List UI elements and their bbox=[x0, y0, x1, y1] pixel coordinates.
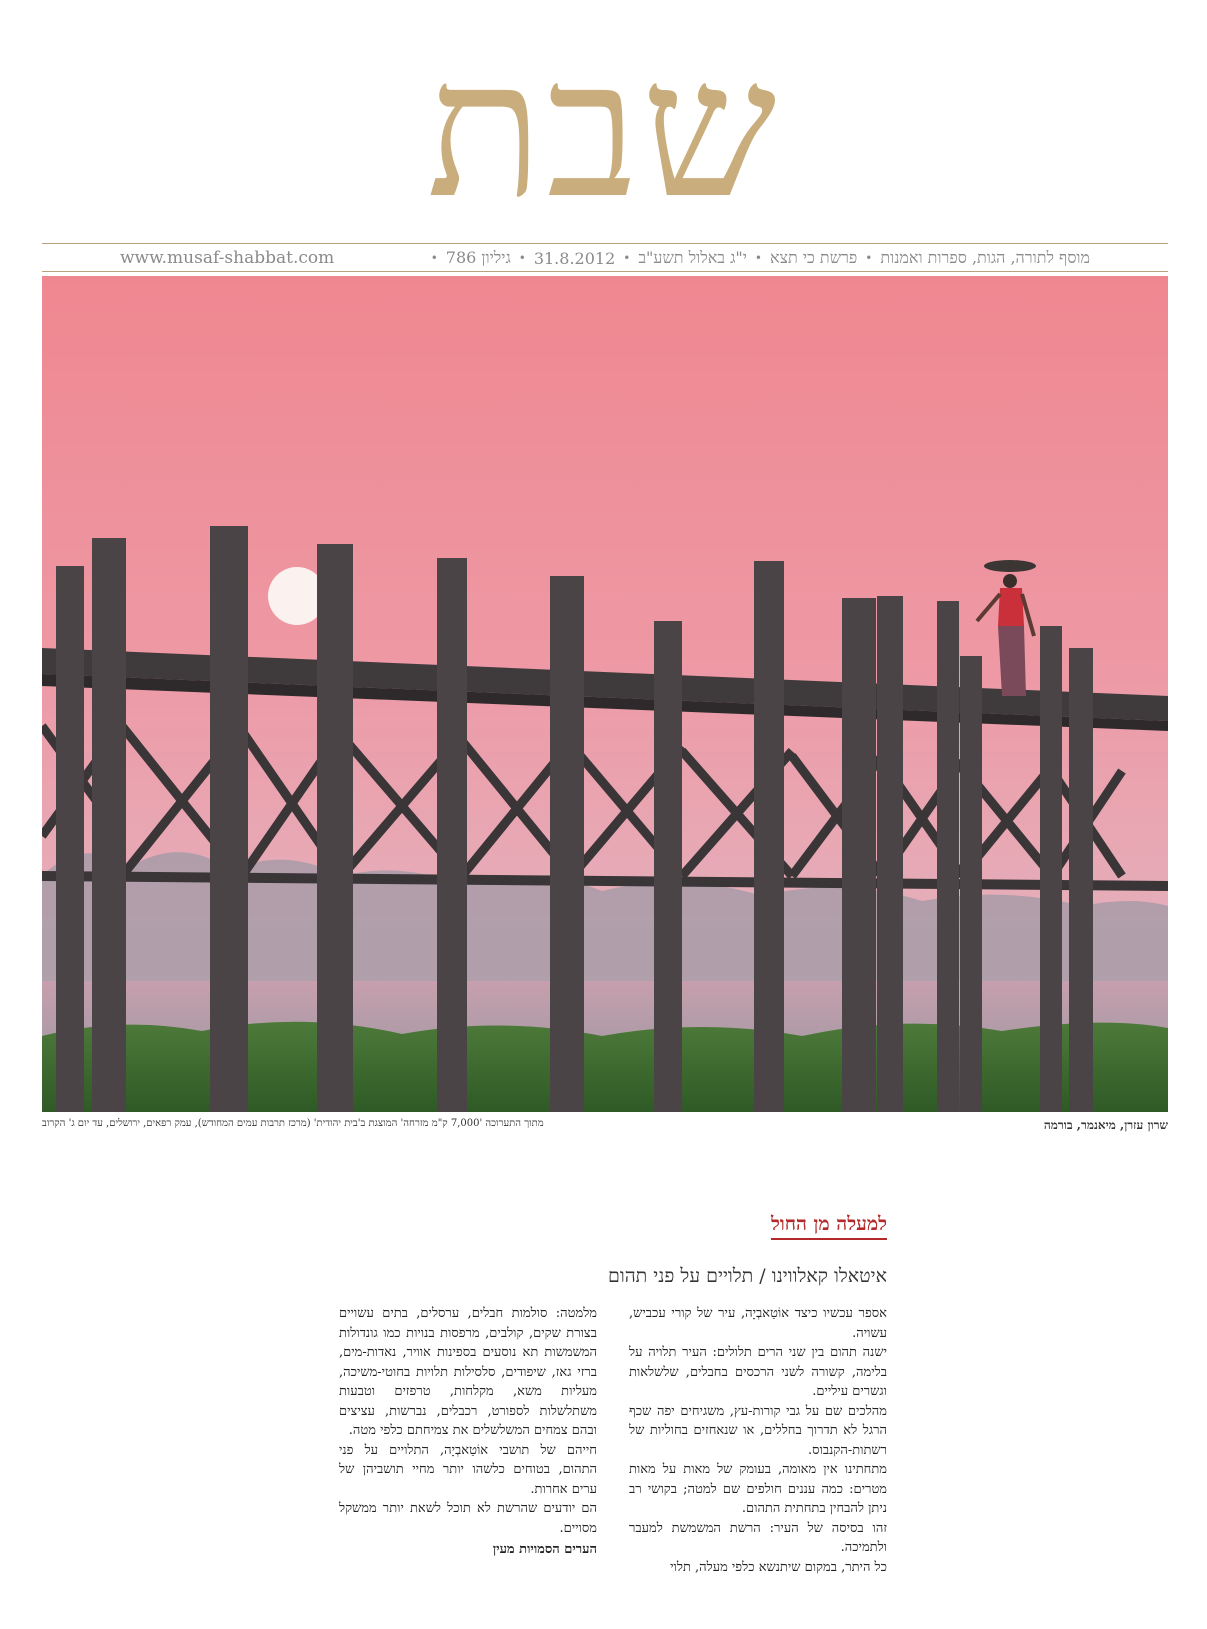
masthead-rule-bottom bbox=[42, 271, 1168, 272]
masthead-rule-top bbox=[42, 243, 1168, 244]
paragraph: מתחתינו אין מאומה, בעומק של מאות על מאות מטרים: כמה עננים חולפים שם למטה; בקושי רב ניתן להבחין בתחתית התהום. bbox=[629, 1462, 887, 1516]
paragraph: אספר עכשיו כיצד אוֹטַאבְיָה, עיר של קורי עכביש, עשויה. bbox=[629, 1306, 887, 1341]
paragraph: חייהם של תושבי אוֹטַאבְיָה, התלויים על פני התהום, בטוחים כלשהו יותר מחיי תושביהן של ערים אחרות. bbox=[339, 1442, 597, 1497]
separator-dot: • bbox=[865, 251, 873, 265]
article-signature: הערים הסמויות מעין bbox=[492, 1542, 597, 1557]
bridge-sunset-photo bbox=[42, 276, 1168, 1112]
paragraph: זהו בסיסה של העיר: הרשת המשמשת למעבר ולתמיכה. bbox=[629, 1520, 887, 1555]
section-label: למעלה מן החול bbox=[771, 1213, 887, 1240]
issue-info-items bbox=[431, 248, 1090, 268]
website-link[interactable]: www.musaf-shabbat.com bbox=[120, 248, 335, 268]
paragraph: הם יודעים שהרשת לא תוכל לשאת יותר ממשקל מסויים. bbox=[339, 1501, 597, 1536]
paragraph: מהלכים שם על גבי קורות-עץ, משגיחים יפה שכף הרגל לא תדרוך בחללים, או שנאחזים בחוליות של רשתות-הקנבוס. bbox=[629, 1403, 887, 1458]
hebrew-date: י"ג באלול תשע"ב bbox=[638, 248, 747, 267]
separator-dot: • bbox=[518, 251, 526, 265]
photo-credit: שרון עזרן, מיאנמר, בורמה bbox=[1043, 1118, 1168, 1132]
article-column-right bbox=[629, 1304, 887, 1577]
issue-date: 31.8.2012 bbox=[533, 248, 616, 268]
article-column-left bbox=[339, 1304, 597, 1560]
cover-photo bbox=[42, 276, 1168, 1112]
tagline: מוסף לתורה, הגות, ספרות ואמנות bbox=[880, 248, 1090, 267]
parasha: פרשת כי תצא bbox=[770, 248, 858, 267]
masthead-title: שבת bbox=[426, 19, 781, 240]
article-headline: איטאלו קאלווינו / תלויים על פני תהום bbox=[608, 1265, 887, 1287]
paragraph: כל היתר, במקום שיתנשא כלפי מעלה, תלוי bbox=[670, 1559, 887, 1575]
paragraph: מלמטה: סולמות חבלים, ערסלים, בתים עשויים בצורת שקים, קולבים, מרפסות בנויות כמו גונדולות המשמשות תא נוסעים בספינות אוויר, נאדות-מים, ברזי גאז, שיפודים, סלסילות תלויות בחוטי-משיכה, מעליות משא, מקלחות, טרפזים וטבעות משתלשלות לספורט, רכבלים, נברשות, עציצים ובהם צמחים המשלשלים את צמיחתם כלפי מטה. bbox=[339, 1306, 597, 1438]
issue-info-line bbox=[42, 247, 1168, 269]
separator-dot: • bbox=[430, 251, 438, 265]
exhibition-caption: מתוך התערוכה '7,000 ק"מ מזרחה' המוצגת ב'בית יהודית' (מרכז תרבות עמים המחודש), עמק רפאים, ירושלים, עד יום ג' הקרוב bbox=[42, 1118, 544, 1129]
separator-dot: • bbox=[754, 251, 762, 265]
paragraph: ישנה תהום בין שני הרים תלולים: העיר תלויה על בלימה, קשורה לשני הרכסים בחבלים, שלשלאות וגשרים עיליים. bbox=[629, 1345, 887, 1399]
issue-number: גיליון 786 bbox=[445, 248, 511, 267]
separator-dot: • bbox=[623, 251, 631, 265]
